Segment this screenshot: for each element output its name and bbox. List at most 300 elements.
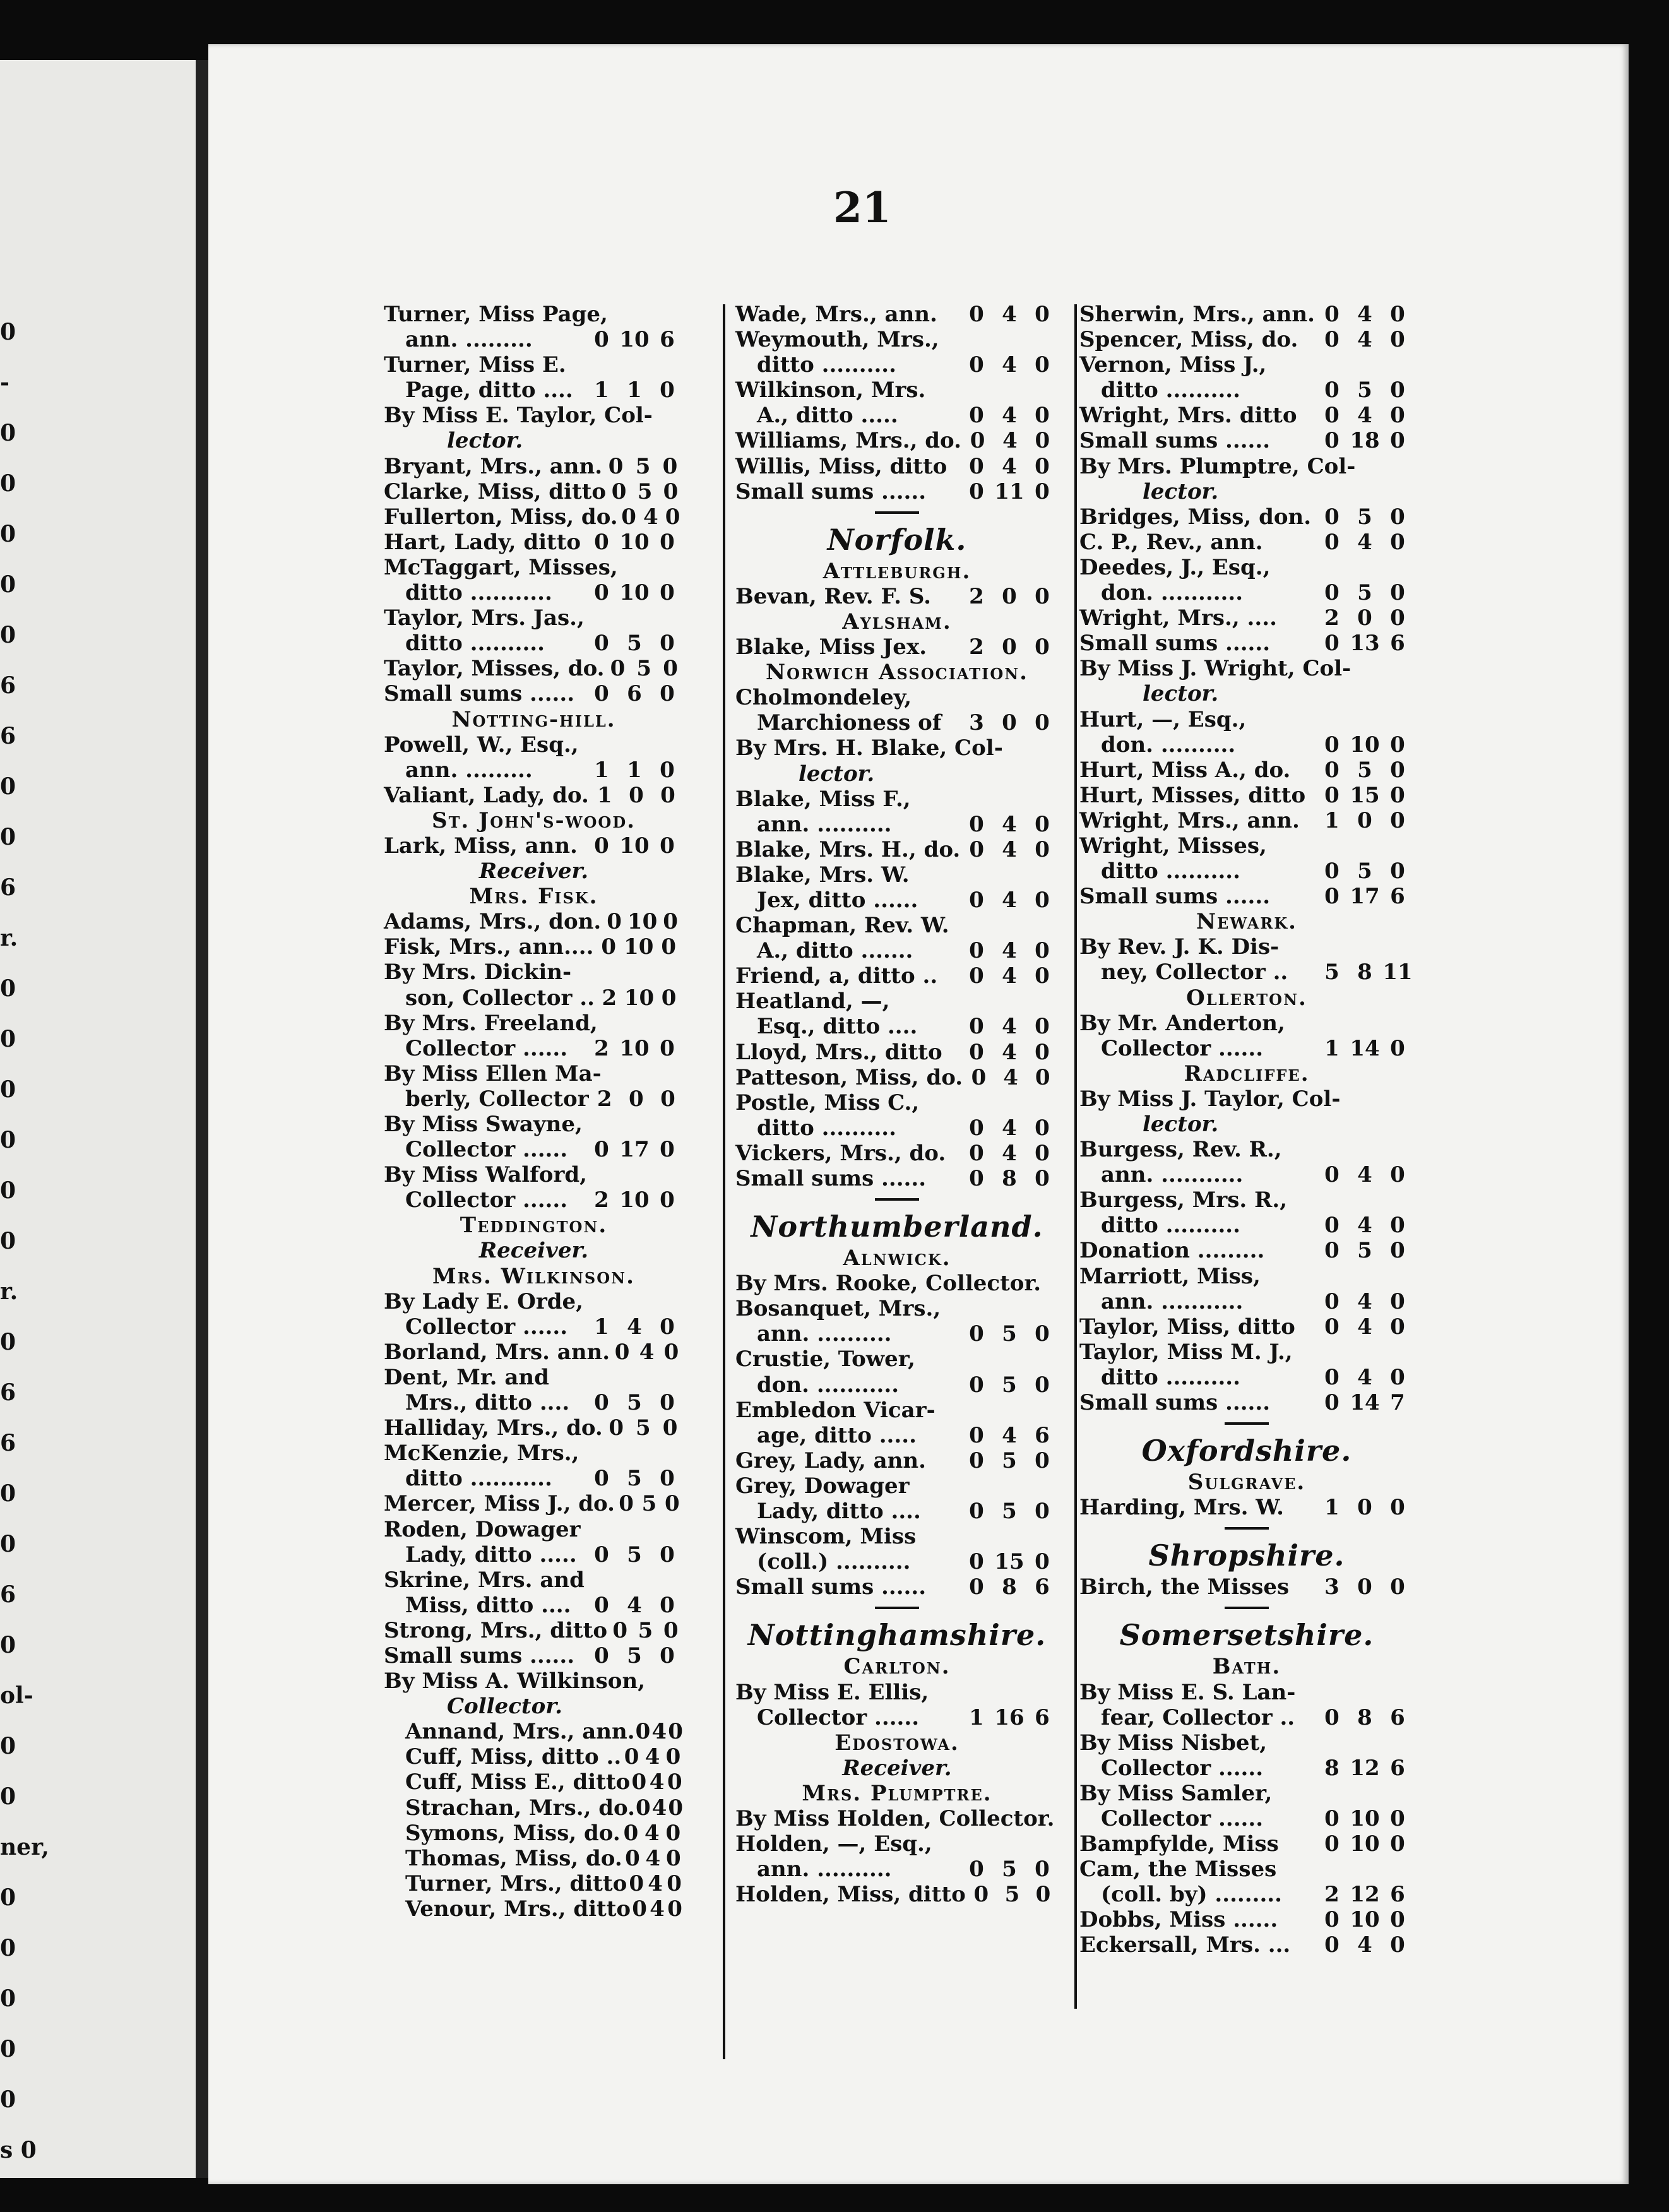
pounds-amount: 0 xyxy=(969,352,984,378)
pounds-amount: 0 xyxy=(969,1115,984,1141)
pounds-amount: 0 xyxy=(1324,1213,1339,1239)
shillings-amount: 4 xyxy=(1002,1115,1017,1141)
shillings-amount: 15 xyxy=(1350,782,1380,808)
pounds-amount: 0 xyxy=(969,811,984,837)
ledger-entry xyxy=(1079,352,1414,378)
section-rule xyxy=(1079,1415,1414,1432)
pence-amount: 0 xyxy=(1035,963,1050,989)
ledger-entry xyxy=(384,1542,684,1567)
pence-amount: 6 xyxy=(1390,1755,1405,1781)
ledger-entry xyxy=(735,1014,1059,1039)
shillings-amount: 12 xyxy=(1350,1755,1380,1781)
pounds-amount: 0 xyxy=(594,681,609,707)
ledger-entry xyxy=(384,985,684,1011)
shillings-amount: 4 xyxy=(645,1845,661,1871)
ledger-entry xyxy=(1079,732,1414,758)
shillings-amount: 4 xyxy=(1002,1014,1017,1040)
edge-fragment: 0 xyxy=(0,975,16,1002)
pence-amount: 6 xyxy=(1390,1882,1405,1908)
pounds-amount: 0 xyxy=(1324,378,1339,403)
ledger-entry xyxy=(735,1271,1059,1296)
entry-name: Powell, W., Esq., xyxy=(384,732,579,758)
ledger-entry xyxy=(735,1321,1059,1347)
entry-name: Esq., ditto .... xyxy=(757,1014,918,1040)
ledger-entry xyxy=(1079,758,1414,783)
ledger-entry xyxy=(1079,1806,1414,1831)
pounds-amount: 2 xyxy=(1324,605,1339,631)
entry-name: ditto .......... xyxy=(1101,1364,1240,1390)
ledger-entry xyxy=(735,1680,1059,1705)
pounds-amount: 0 xyxy=(594,833,609,859)
shillings-amount: 10 xyxy=(1350,1805,1380,1831)
pounds-amount: 0 xyxy=(969,963,984,989)
ledger-entry xyxy=(735,327,1059,352)
entry-name: By Miss E. Taylor, Col- xyxy=(384,403,653,429)
shillings-amount: 8 xyxy=(1002,1166,1017,1191)
pence-amount: 0 xyxy=(1035,453,1050,479)
entry-name: Bampfylde, Miss xyxy=(1079,1831,1279,1857)
ledger-entry xyxy=(384,403,684,428)
shillings-amount: 5 xyxy=(636,1415,651,1441)
entry-name: don. .......... xyxy=(1101,732,1236,758)
entry-name: Heatland, —, xyxy=(735,989,890,1014)
ledger-entry xyxy=(1079,884,1414,909)
pence-amount: 6 xyxy=(1390,884,1405,910)
ledger-entry xyxy=(384,631,684,656)
section-heading: Teddington. xyxy=(460,1213,608,1239)
ledger-entry xyxy=(735,1090,1059,1115)
edge-fragment: 0 xyxy=(0,622,16,648)
shillings-amount: 5 xyxy=(627,1542,642,1567)
entry-name: Blake, Miss Jex. xyxy=(735,634,927,660)
entry-name: Collector ...... xyxy=(1101,1035,1264,1061)
pence-amount: 0 xyxy=(1390,1574,1405,1600)
county-heading: Oxfordshire. xyxy=(1141,1434,1352,1468)
pounds-amount: 0 xyxy=(1324,1805,1339,1831)
pounds-amount: 0 xyxy=(625,1845,640,1871)
entry-name: ditto .......... xyxy=(757,352,896,378)
ledger-entry xyxy=(384,479,684,504)
shillings-amount: 8 xyxy=(1357,1704,1372,1730)
pounds-amount: 0 xyxy=(971,1064,987,1090)
shillings-amount: 4 xyxy=(644,1744,660,1770)
ledger-entry xyxy=(735,1499,1059,1524)
entry-name: By Rev. J. K. Dis- xyxy=(1079,934,1280,960)
ledger-entry xyxy=(735,1141,1059,1166)
ledger-entry xyxy=(1079,302,1414,327)
entry-name: Page, ditto .... xyxy=(405,378,573,403)
pounds-amount: 0 xyxy=(1324,403,1339,429)
pence-amount: 0 xyxy=(668,1795,683,1821)
document-page xyxy=(208,44,1629,2184)
pounds-amount: 0 xyxy=(1324,1288,1339,1314)
section-rule xyxy=(735,504,1059,521)
shillings-amount: 8 xyxy=(1002,1574,1017,1600)
pence-amount: 0 xyxy=(662,453,678,479)
ledger-entry xyxy=(735,913,1059,938)
ledger-entry xyxy=(1079,454,1414,479)
ledger-entry xyxy=(1079,859,1414,884)
shillings-amount: 4 xyxy=(1002,811,1017,837)
section-heading: St. John's-wood. xyxy=(432,807,636,833)
ledger-entry xyxy=(735,1549,1059,1574)
pounds-amount: 0 xyxy=(607,909,622,935)
county-heading: Somersetshire. xyxy=(1119,1618,1374,1653)
entry-name: Lloyd, Mrs., ditto xyxy=(735,1039,942,1065)
entry-name: Patteson, Miss, do. xyxy=(735,1064,963,1090)
pence-amount: 0 xyxy=(1035,634,1050,660)
entry-name: Holden, —, Esq., xyxy=(735,1831,932,1857)
pounds-amount: 0 xyxy=(969,1372,984,1398)
section-rule xyxy=(735,1191,1059,1208)
entry-name: Valiant, Lady, do. xyxy=(384,782,589,808)
edge-fragment: 0 xyxy=(0,1177,16,1204)
shillings-amount: 11 xyxy=(994,479,1025,504)
ledger-entry xyxy=(384,1821,684,1846)
entry-name: Wright, Mrs., ann. xyxy=(1079,807,1300,833)
pence-amount: 6 xyxy=(660,327,675,353)
entry-name: By Miss J. Wright, Col- xyxy=(1079,656,1351,682)
shillings-amount: 4 xyxy=(1002,836,1017,862)
pounds-amount: 1 xyxy=(969,1704,984,1730)
pounds-amount: 0 xyxy=(969,1014,984,1040)
shillings-amount: 4 xyxy=(1002,887,1017,913)
ledger-entry xyxy=(735,1040,1059,1065)
entry-name: Burgess, Rev. R., xyxy=(1079,1137,1282,1163)
pence-amount: 6 xyxy=(1390,631,1405,657)
entry-name: Small sums ...... xyxy=(1079,884,1271,910)
ledger-entry xyxy=(735,584,1059,609)
pounds-amount: 0 xyxy=(624,1744,639,1770)
pence-amount: 0 xyxy=(663,1339,679,1365)
pence-amount: 0 xyxy=(1035,887,1050,913)
ledger-entry xyxy=(735,1347,1059,1372)
shillings-amount: 5 xyxy=(1357,504,1372,530)
entry-name: Small sums ...... xyxy=(735,1166,927,1191)
pounds-amount: 0 xyxy=(1324,782,1339,808)
entry-name: ann. ......... xyxy=(405,757,533,783)
edge-fragment: 0 xyxy=(0,1531,16,1557)
entry-name: Bosanquet, Mrs., xyxy=(735,1296,941,1322)
ledger-entry xyxy=(735,403,1059,428)
entry-name: Blake, Mrs. H., do. xyxy=(735,836,961,862)
shillings-amount: 4 xyxy=(1357,327,1372,353)
ledger-entry xyxy=(1079,605,1414,631)
entry-name: McKenzie, Mrs., xyxy=(384,1441,579,1466)
entry-name: ditto .......... xyxy=(757,1115,896,1141)
ledger-entry xyxy=(1079,1781,1414,1806)
pounds-amount: 2 xyxy=(602,985,617,1011)
entry-name: Lark, Miss, ann. xyxy=(384,833,578,859)
entry-name: Thomas, Miss, do. xyxy=(405,1845,622,1871)
ledger-entry xyxy=(1079,1365,1414,1390)
entry-name: ann. ........... xyxy=(1101,1288,1244,1314)
pence-amount: 0 xyxy=(1035,1014,1050,1040)
pounds-amount: 0 xyxy=(1324,1932,1339,1958)
pounds-amount: 1 xyxy=(1324,1035,1339,1061)
pounds-amount: 0 xyxy=(973,1882,989,1908)
edge-fragment: ol- xyxy=(0,1682,33,1709)
entry-name: ditto .......... xyxy=(1101,859,1240,884)
shillings-amount: 5 xyxy=(1002,1448,1017,1473)
shillings-amount: 5 xyxy=(1004,1882,1020,1908)
shillings-amount: 10 xyxy=(627,909,658,935)
pounds-amount: 0 xyxy=(608,453,624,479)
pence-amount: 0 xyxy=(660,1466,675,1492)
ledger-entry xyxy=(735,1065,1059,1090)
ledger-entry xyxy=(1079,808,1414,833)
entry-name: Lady, ditto ..... xyxy=(405,1542,577,1567)
pounds-amount: 0 xyxy=(594,327,609,353)
ledger-entry xyxy=(384,1593,684,1618)
pence-amount: 0 xyxy=(1390,1238,1405,1264)
section-rule xyxy=(735,1600,1059,1616)
ledger-entry xyxy=(384,530,684,555)
pence-amount: 0 xyxy=(1390,1831,1405,1857)
column-rule-2 xyxy=(1074,304,1077,2009)
pounds-amount: 0 xyxy=(610,656,626,682)
entry-name: Spencer, Miss, do. xyxy=(1079,327,1298,353)
pence-amount: 0 xyxy=(660,529,675,555)
pounds-amount: 0 xyxy=(1324,1162,1339,1188)
ledger-entry xyxy=(1079,1289,1414,1314)
ledger-entry xyxy=(384,1137,684,1162)
entry-name: By Miss J. Taylor, Col- xyxy=(1079,1086,1341,1112)
shillings-amount: 4 xyxy=(1002,453,1017,479)
role-heading: Receiver. xyxy=(478,859,589,884)
pence-amount: 6 xyxy=(1390,1704,1405,1730)
edge-fragment: 0 xyxy=(0,319,16,345)
pounds-amount: 0 xyxy=(1324,302,1339,327)
ledger-entry xyxy=(384,934,684,960)
entry-name: Cuff, Miss, ditto .. xyxy=(405,1744,622,1770)
edge-fragment: 6 xyxy=(0,672,16,699)
pounds-amount: 3 xyxy=(969,710,984,736)
entry-name: By Mrs. Dickin- xyxy=(384,960,572,985)
pounds-amount: 1 xyxy=(1324,807,1339,833)
county-heading: Shropshire. xyxy=(1148,1538,1345,1573)
ledger-entry xyxy=(1079,1137,1414,1162)
ledger-entry xyxy=(384,1289,684,1314)
pounds-amount: 0 xyxy=(1324,428,1339,454)
ledger-entry xyxy=(384,1036,684,1061)
edge-fragment: 0 xyxy=(0,571,16,598)
pence-amount: 0 xyxy=(1035,1448,1050,1473)
pence-amount: 0 xyxy=(1035,1064,1050,1090)
entry-name: Borland, Mrs. ann. xyxy=(384,1339,610,1365)
entry-name: Turner, Miss E. xyxy=(384,352,566,378)
shillings-amount: 4 xyxy=(1357,1932,1372,1958)
edge-fragment: s 0 xyxy=(0,2137,37,2163)
pence-amount: 0 xyxy=(663,656,678,682)
edge-fragment: 0 xyxy=(0,470,16,497)
pence-amount: 0 xyxy=(1390,403,1405,429)
ledger-entry xyxy=(735,1398,1059,1423)
ledger-entry xyxy=(1079,403,1414,428)
entry-name: ney, Collector .. xyxy=(1101,960,1288,985)
pence-amount: 0 xyxy=(660,1592,675,1618)
entry-name: Adams, Mrs., don. xyxy=(384,909,602,935)
shillings-amount: 5 xyxy=(1002,1372,1017,1398)
pounds-amount: 1 xyxy=(594,757,609,783)
ledger-entry xyxy=(735,862,1059,888)
shillings-amount: 4 xyxy=(1357,1364,1372,1390)
pounds-amount: 0 xyxy=(969,1448,984,1473)
pence-amount: 6 xyxy=(1035,1574,1050,1600)
shillings-amount: 5 xyxy=(627,631,642,657)
shillings-amount: 5 xyxy=(641,1491,657,1517)
pence-amount: 0 xyxy=(1390,757,1405,783)
pounds-amount: 0 xyxy=(969,1321,984,1347)
pounds-amount: 0 xyxy=(635,1719,651,1745)
entry-name: fear, Collector .. xyxy=(1101,1704,1295,1730)
shillings-amount: 4 xyxy=(1357,1162,1372,1188)
edge-fragment: 6 xyxy=(0,1379,16,1406)
column-2 xyxy=(735,302,1059,1907)
pence-amount: 0 xyxy=(1035,352,1050,378)
pounds-amount: 0 xyxy=(969,836,985,862)
entry-name: (coll. by) ......... xyxy=(1101,1882,1282,1908)
pence-amount: 0 xyxy=(667,1896,682,1922)
pence-amount: 0 xyxy=(667,1870,682,1896)
entry-name: By Lady E. Orde, xyxy=(384,1288,583,1314)
shillings-amount: 5 xyxy=(637,479,653,504)
shillings-amount: 4 xyxy=(1002,428,1018,454)
edge-fragment: 0 xyxy=(0,1935,16,1961)
shillings-amount: 0 xyxy=(1357,605,1372,631)
entry-name: By Miss Ellen Ma- xyxy=(384,1061,602,1086)
shillings-amount: 4 xyxy=(1003,1064,1018,1090)
collector-label: lector. xyxy=(1143,479,1219,504)
shillings-amount: 0 xyxy=(1357,1574,1372,1600)
entry-name: Harding, Mrs. W. xyxy=(1079,1495,1285,1521)
ledger-entry xyxy=(735,1372,1059,1398)
ledger-entry xyxy=(384,1314,684,1340)
ledger-entry xyxy=(735,1473,1059,1499)
pounds-amount: 1 xyxy=(594,378,609,403)
pounds-amount: 0 xyxy=(1324,1704,1339,1730)
edge-fragment: 6 xyxy=(0,874,16,901)
ledger-entry xyxy=(1079,1705,1414,1730)
pounds-amount: 0 xyxy=(969,1549,984,1575)
pounds-amount: 2 xyxy=(597,1086,612,1112)
entry-name: Fisk, Mrs., ann.... xyxy=(384,934,594,960)
pounds-amount: 0 xyxy=(1324,1831,1339,1857)
pounds-amount: 0 xyxy=(969,1422,984,1448)
pounds-amount: 0 xyxy=(1324,884,1339,910)
ledger-entry xyxy=(1079,1340,1414,1365)
pence-amount: 0 xyxy=(660,1390,675,1416)
ledger-entry xyxy=(1079,1187,1414,1213)
pounds-amount: 1 xyxy=(597,782,612,808)
pounds-amount: 0 xyxy=(969,1499,984,1525)
section-rule xyxy=(1079,1520,1414,1537)
entry-name: By Miss E. Ellis, xyxy=(735,1679,929,1705)
entry-name: A., ditto ..... xyxy=(757,403,898,429)
entry-name: Donation ......... xyxy=(1079,1238,1265,1264)
pence-amount: 11 xyxy=(1382,960,1413,985)
entry-name: Miss, ditto .... xyxy=(405,1592,571,1618)
ledger-entry xyxy=(384,1162,684,1187)
ledger-entry xyxy=(384,1061,684,1086)
entry-name: Eckersall, Mrs. ... xyxy=(1079,1932,1291,1958)
facing-page-edge-text xyxy=(0,60,49,2178)
shillings-amount: 4 xyxy=(643,504,658,530)
ledger-entry xyxy=(1079,1011,1414,1036)
pence-amount: 0 xyxy=(1390,1288,1405,1314)
pence-amount: 0 xyxy=(1035,811,1050,837)
ledger-entry xyxy=(384,302,684,327)
ledger-entry xyxy=(384,758,684,783)
entry-name: Marchioness of xyxy=(757,710,942,736)
entry-name: berly, Collector xyxy=(405,1086,589,1112)
ledger-entry xyxy=(1079,1756,1414,1781)
entry-name: Taylor, Miss M. J., xyxy=(1079,1339,1293,1365)
pence-amount: 0 xyxy=(660,1542,675,1567)
ledger-entry xyxy=(1079,428,1414,453)
entry-name: By Miss Nisbet, xyxy=(1079,1730,1268,1756)
pence-amount: 0 xyxy=(1390,1213,1405,1239)
shillings-amount: 5 xyxy=(1357,859,1372,884)
ledger-entry xyxy=(1079,1238,1414,1263)
shillings-amount: 16 xyxy=(994,1704,1025,1730)
entry-name: Skrine, Mrs. and xyxy=(384,1567,585,1593)
pence-amount: 0 xyxy=(1390,302,1405,327)
pounds-amount: 0 xyxy=(1324,631,1339,657)
pence-amount: 0 xyxy=(1035,1140,1050,1166)
pounds-amount: 2 xyxy=(969,634,984,660)
section-heading: Attleburgh. xyxy=(823,558,971,584)
pounds-amount: 0 xyxy=(1324,327,1339,353)
ledger-entry xyxy=(384,909,684,934)
shillings-amount: 10 xyxy=(619,1187,650,1213)
pounds-amount: 0 xyxy=(594,1466,609,1492)
ledger-entry xyxy=(735,1806,1059,1831)
ledger-entry xyxy=(384,352,684,378)
pence-amount: 0 xyxy=(1035,938,1050,964)
entry-name: Dobbs, Miss ...... xyxy=(1079,1907,1278,1933)
entry-name: Strachan, Mrs., do. xyxy=(405,1795,635,1821)
pounds-amount: 0 xyxy=(632,1896,647,1922)
entry-name: Small sums ...... xyxy=(1079,428,1271,454)
ledger-entry xyxy=(735,938,1059,963)
entry-name: Vickers, Mrs., do. xyxy=(735,1140,946,1166)
entry-name: ann. ........... xyxy=(1101,1162,1244,1188)
pounds-amount: 0 xyxy=(969,479,984,504)
edge-fragment: ner, xyxy=(0,1834,49,1860)
shillings-amount: 10 xyxy=(619,1035,650,1061)
pence-amount: 0 xyxy=(1035,403,1050,429)
pounds-amount: 0 xyxy=(594,1592,609,1618)
entry-name: Deedes, J., Esq., xyxy=(1079,554,1271,580)
pence-amount: 0 xyxy=(1035,1166,1050,1191)
pence-amount: 0 xyxy=(665,1744,681,1770)
entry-name: Sherwin, Mrs., ann. xyxy=(1079,302,1315,327)
pounds-amount: 0 xyxy=(969,1140,984,1166)
ledger-entry xyxy=(735,735,1059,761)
ledger-entry xyxy=(1079,327,1414,352)
entry-name: ann. ......... xyxy=(405,327,533,353)
section-heading: Bath. xyxy=(1212,1654,1281,1680)
shillings-amount: 4 xyxy=(1002,938,1017,964)
entry-name: Taylor, Misses, do. xyxy=(384,656,605,682)
ledger-entry xyxy=(1079,783,1414,808)
pounds-amount: 0 xyxy=(970,428,985,454)
ledger-entry xyxy=(384,1744,684,1769)
shillings-amount: 4 xyxy=(644,1820,660,1846)
pence-amount: 0 xyxy=(663,1617,679,1643)
entry-name: Willis, Miss, ditto xyxy=(735,453,947,479)
